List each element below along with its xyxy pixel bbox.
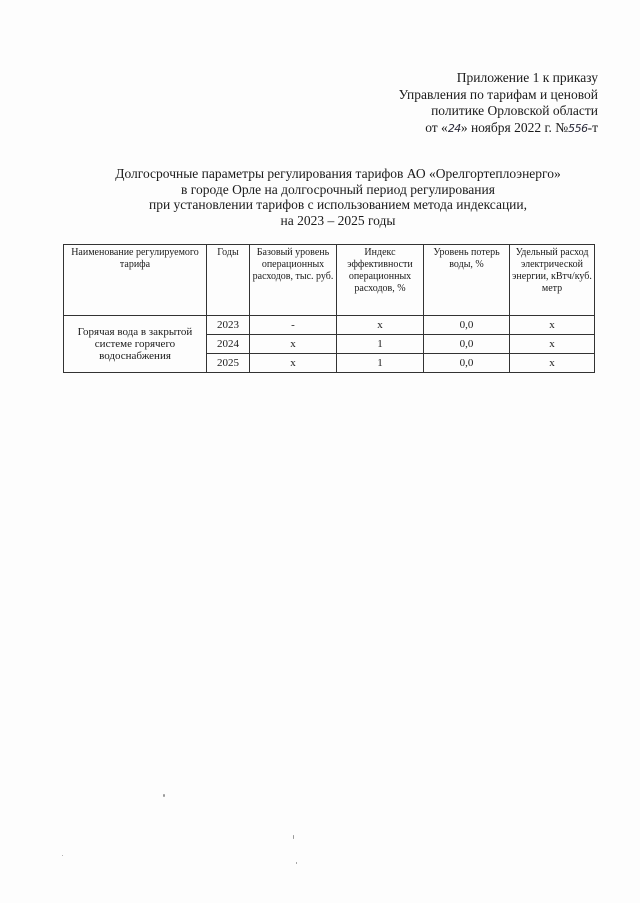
appendix-line-3: политике Орловской области	[431, 103, 598, 118]
index-cell: 1	[337, 335, 424, 354]
header-base-expenses: Базовый уровень операционных расходов, тыс. руб.	[250, 245, 337, 316]
appendix-line-2: Управления по тарифам и ценовой	[398, 86, 598, 102]
year-cell: 2025	[207, 354, 250, 373]
title-line-3: при установлении тарифов с использованием метода индексации,	[148, 197, 527, 212]
appendix-header	[298, 70, 598, 137]
scan-speck	[293, 835, 294, 839]
header-efficiency-index: Индекс эффективности операционных расходов, %	[337, 245, 424, 316]
table-header-row	[64, 245, 595, 316]
loss-cell: 0,0	[424, 335, 510, 354]
index-cell: 1	[337, 354, 424, 373]
scan-speck	[62, 855, 63, 856]
header-energy-consumption: Удельный расход электрической энергии, кВтч/куб. метр	[510, 245, 595, 316]
loss-cell: 0,0	[424, 316, 510, 335]
energy-cell: х	[510, 354, 595, 373]
handwritten-day: 24	[447, 121, 461, 135]
date-mid: » ноября 2022 г. №	[460, 119, 569, 135]
title-line-4: на 2023 – 2025 годы	[280, 212, 396, 228]
doc-suffix: -т	[587, 119, 598, 135]
energy-cell: х	[510, 316, 595, 335]
document-title	[60, 166, 616, 228]
date-prefix: от «	[425, 119, 448, 135]
index-cell: х	[337, 316, 424, 335]
table-row	[64, 316, 595, 335]
header-tariff-name: Наименование регулируемого тарифа	[64, 245, 207, 316]
base-cell: -	[250, 316, 337, 335]
parameters-table	[63, 244, 595, 373]
scan-speck	[296, 862, 297, 864]
title-line-2: в городе Орле на долгосрочный период регулирования	[181, 181, 495, 197]
loss-cell: 0,0	[424, 354, 510, 373]
appendix-line-1: Приложение 1 к приказу	[456, 70, 598, 85]
energy-cell: х	[510, 335, 595, 354]
base-cell: х	[250, 354, 337, 373]
handwritten-doc-number: 556	[568, 121, 588, 135]
header-water-loss: Уровень потерь воды, %	[424, 245, 510, 316]
header-years: Годы	[207, 245, 250, 316]
tariff-name-cell: Горячая вода в закрытой системе горячего водоснабжения	[64, 316, 207, 373]
title-line-1: Долгосрочные параметры регулирования тарифов АО «Орелгортеплоэнерго»	[115, 166, 561, 181]
year-cell: 2023	[207, 316, 250, 335]
scan-speck	[163, 794, 165, 797]
base-cell: х	[250, 335, 337, 354]
appendix-date-line	[298, 120, 598, 138]
year-cell: 2024	[207, 335, 250, 354]
